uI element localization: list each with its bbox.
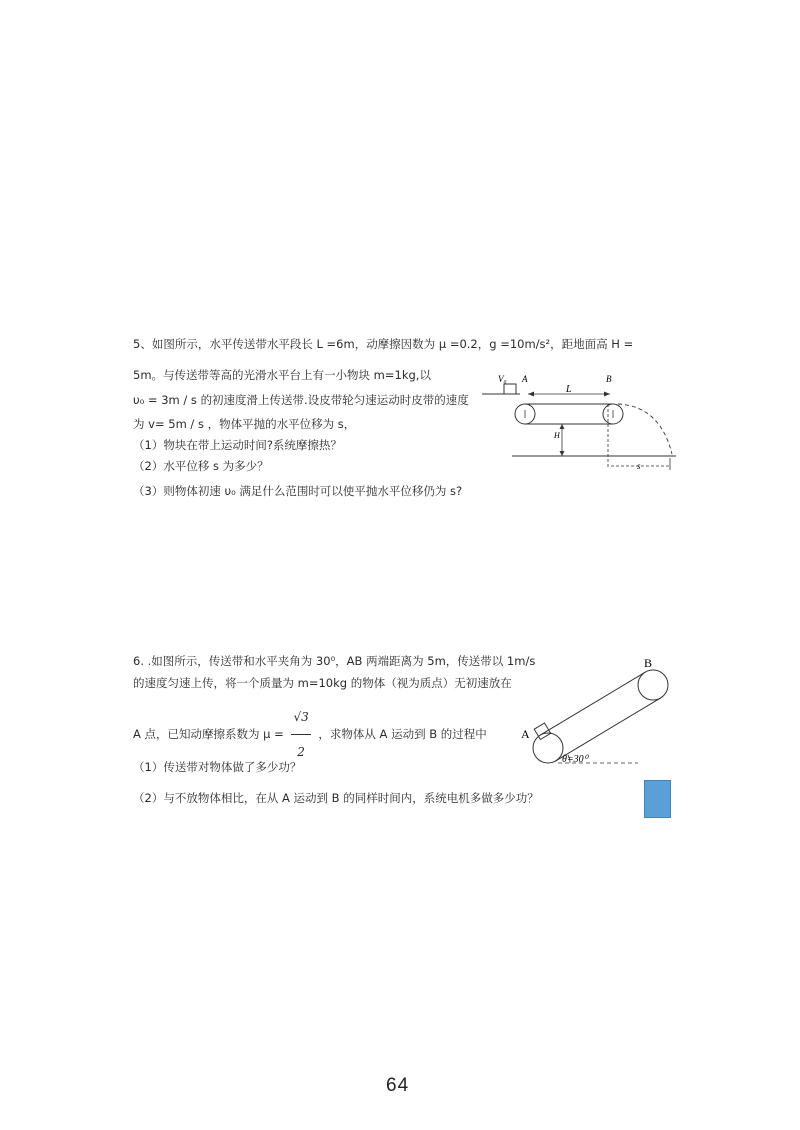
page-number: 64 xyxy=(386,1075,410,1096)
p5-label-s: s xyxy=(637,461,641,471)
p5-label-l: L xyxy=(566,384,572,395)
p5-line1: 5、如图所示，水平传送带水平段长 L =6m，动摩擦因数为 μ =0.2，g =10m/s²，距地面高 H = xyxy=(133,337,634,351)
p6-line1: 6. .如图所示，传送带和水平夹角为 30⁰，AB 两端距离为 5m，传送带以 1m/s xyxy=(133,654,536,668)
p6-question-1: （1）传送带对物体做了多少功？ xyxy=(133,760,302,774)
p5-line2: 5m。与传送带等高的光滑水平台上有一小物块 m=1kg,以 xyxy=(133,368,431,382)
p6-wheel-top xyxy=(638,670,668,700)
p6-block xyxy=(534,723,551,740)
p5-label-a: A xyxy=(522,374,528,384)
p5-question-2: （2）水平位移 s 为多少？ xyxy=(133,459,269,473)
p5-conveyor-figure xyxy=(482,372,678,476)
p6-line2: 的速度匀速上传，将一个质量为 m=10kg 的物体（视为质点）无初速放在 xyxy=(133,676,512,690)
p5-question-3: （3）则物体初速 υ₀ 满足什么范围时可以使平抛水平位移仍为 s? xyxy=(133,484,463,498)
p5-question-1: （1）物块在带上运动时间?系统摩擦热？ xyxy=(133,438,342,452)
blue-box xyxy=(644,780,671,818)
p5-line3: υ₀ = 3m / s 的初速度滑上传送带.设皮带轮匀速运动时皮带的速度 xyxy=(133,393,469,407)
p6-incline-figure xyxy=(518,652,673,770)
p6-line3-before: A 点，已知动摩擦系数为 μ = xyxy=(133,727,284,741)
p6-label-a: A xyxy=(521,727,530,741)
p5-line4: 为 v= 5m / s ，物体平抛的水平位移为 s， xyxy=(133,417,356,431)
p6-wheel-bottom xyxy=(533,733,563,763)
p6-fraction-numerator: √3 xyxy=(291,700,310,735)
p5-label-v0: V₀ xyxy=(498,374,507,384)
p6-label-b: B xyxy=(644,656,653,670)
p6-fraction-denominator: 2 xyxy=(297,745,305,759)
p6-label-angle: θ=30⁰ xyxy=(562,754,588,765)
p5-label-h: H xyxy=(554,431,560,440)
p5-block xyxy=(504,384,516,394)
p5-label-b: B xyxy=(606,374,612,384)
p6-question-2: （2）与不放物体相比，在从 A 运动到 B 的同样时间内，系统电机多做多少功？ xyxy=(133,791,539,805)
p6-line3-after: ，求物体从 A 运动到 B 的过程中 xyxy=(318,727,487,741)
